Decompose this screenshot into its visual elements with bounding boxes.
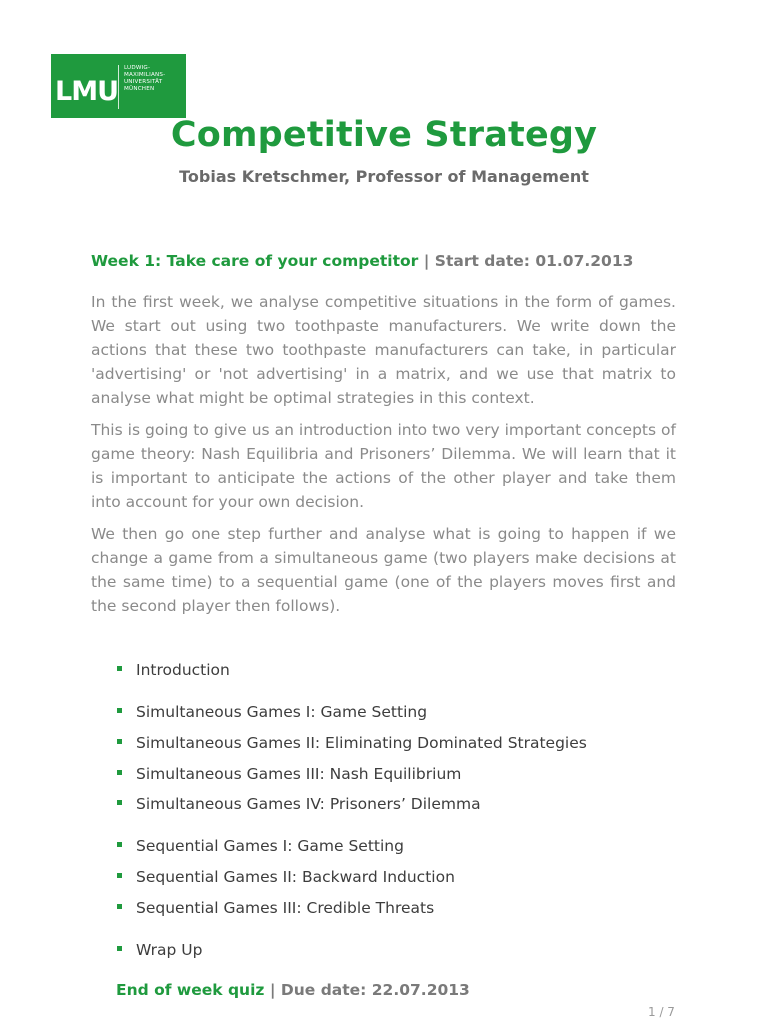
logo-mark: LMU: [55, 76, 118, 107]
logo-divider: [118, 65, 119, 109]
bullet-icon: [117, 708, 122, 713]
logo-text: LUDWIG- MAXIMILIANS- UNIVERSITÄT MÜNCHEN: [124, 65, 166, 92]
lmu-logo: [51, 54, 186, 118]
list-item: Simultaneous Games III: Nash Equilibrium: [117, 764, 461, 784]
list-item: Introduction: [117, 660, 230, 680]
paragraph-2: This is going to give us an introduction into two very important concepts of game theory: Nash Equilibria and Prisoners’ Dilemma. We will learn that it is important to anticipate the actions of the other player and take them into account for your own decision.: [91, 421, 676, 511]
bullet-icon: [117, 873, 122, 878]
list-item: Simultaneous Games I: Game Setting: [117, 702, 427, 722]
bullet-icon: [117, 800, 122, 805]
bullet-icon: [117, 739, 122, 744]
bullet-icon: [117, 666, 122, 671]
week-separator: |: [418, 252, 435, 270]
bullet-icon: [117, 946, 122, 951]
week-heading: [91, 252, 633, 270]
quiz-title: End of week quiz: [116, 981, 265, 999]
author-line: Tobias Kretschmer, Professor of Management: [179, 167, 589, 186]
paragraph-3: We then go one step further and analyse what is going to happen if we change a game from a simultaneous game (two players make decisions at the same time) to a sequential game (one of the players moves first and the second player then follows).: [91, 525, 676, 615]
list-item: Simultaneous Games II: Eliminating Dominated Strategies: [117, 733, 587, 753]
bullet-icon: [117, 842, 122, 847]
week-title: Week 1: Take care of your competitor: [91, 252, 419, 270]
paragraph-1: In the first week, we analyse competitive situations in the form of games. We start out using two toothpaste manufacturers. We write down the actions that these two toothpaste manufacturers can take, in particular 'advertising' or 'not advertising' in a matrix, and we use that matrix to analyse what might be optimal strategies in this context.: [91, 293, 676, 407]
quiz-heading: [116, 981, 470, 999]
list-item: Sequential Games II: Backward Induction: [117, 867, 455, 887]
bullet-icon: [117, 904, 122, 909]
page-title: Competitive Strategy: [170, 115, 598, 155]
page-number: 1 / 7: [648, 1005, 675, 1019]
bullet-icon: [117, 770, 122, 775]
list-item: Wrap Up: [117, 940, 202, 960]
week-start-date: Start date: 01.07.2013: [434, 252, 634, 270]
quiz-due-date: Due date: 22.07.2013: [280, 981, 470, 999]
list-item: Sequential Games I: Game Setting: [117, 836, 404, 856]
list-item: Sequential Games III: Credible Threats: [117, 898, 434, 918]
list-item: Simultaneous Games IV: Prisoners’ Dilemma: [117, 794, 481, 814]
quiz-separator: |: [264, 981, 281, 999]
